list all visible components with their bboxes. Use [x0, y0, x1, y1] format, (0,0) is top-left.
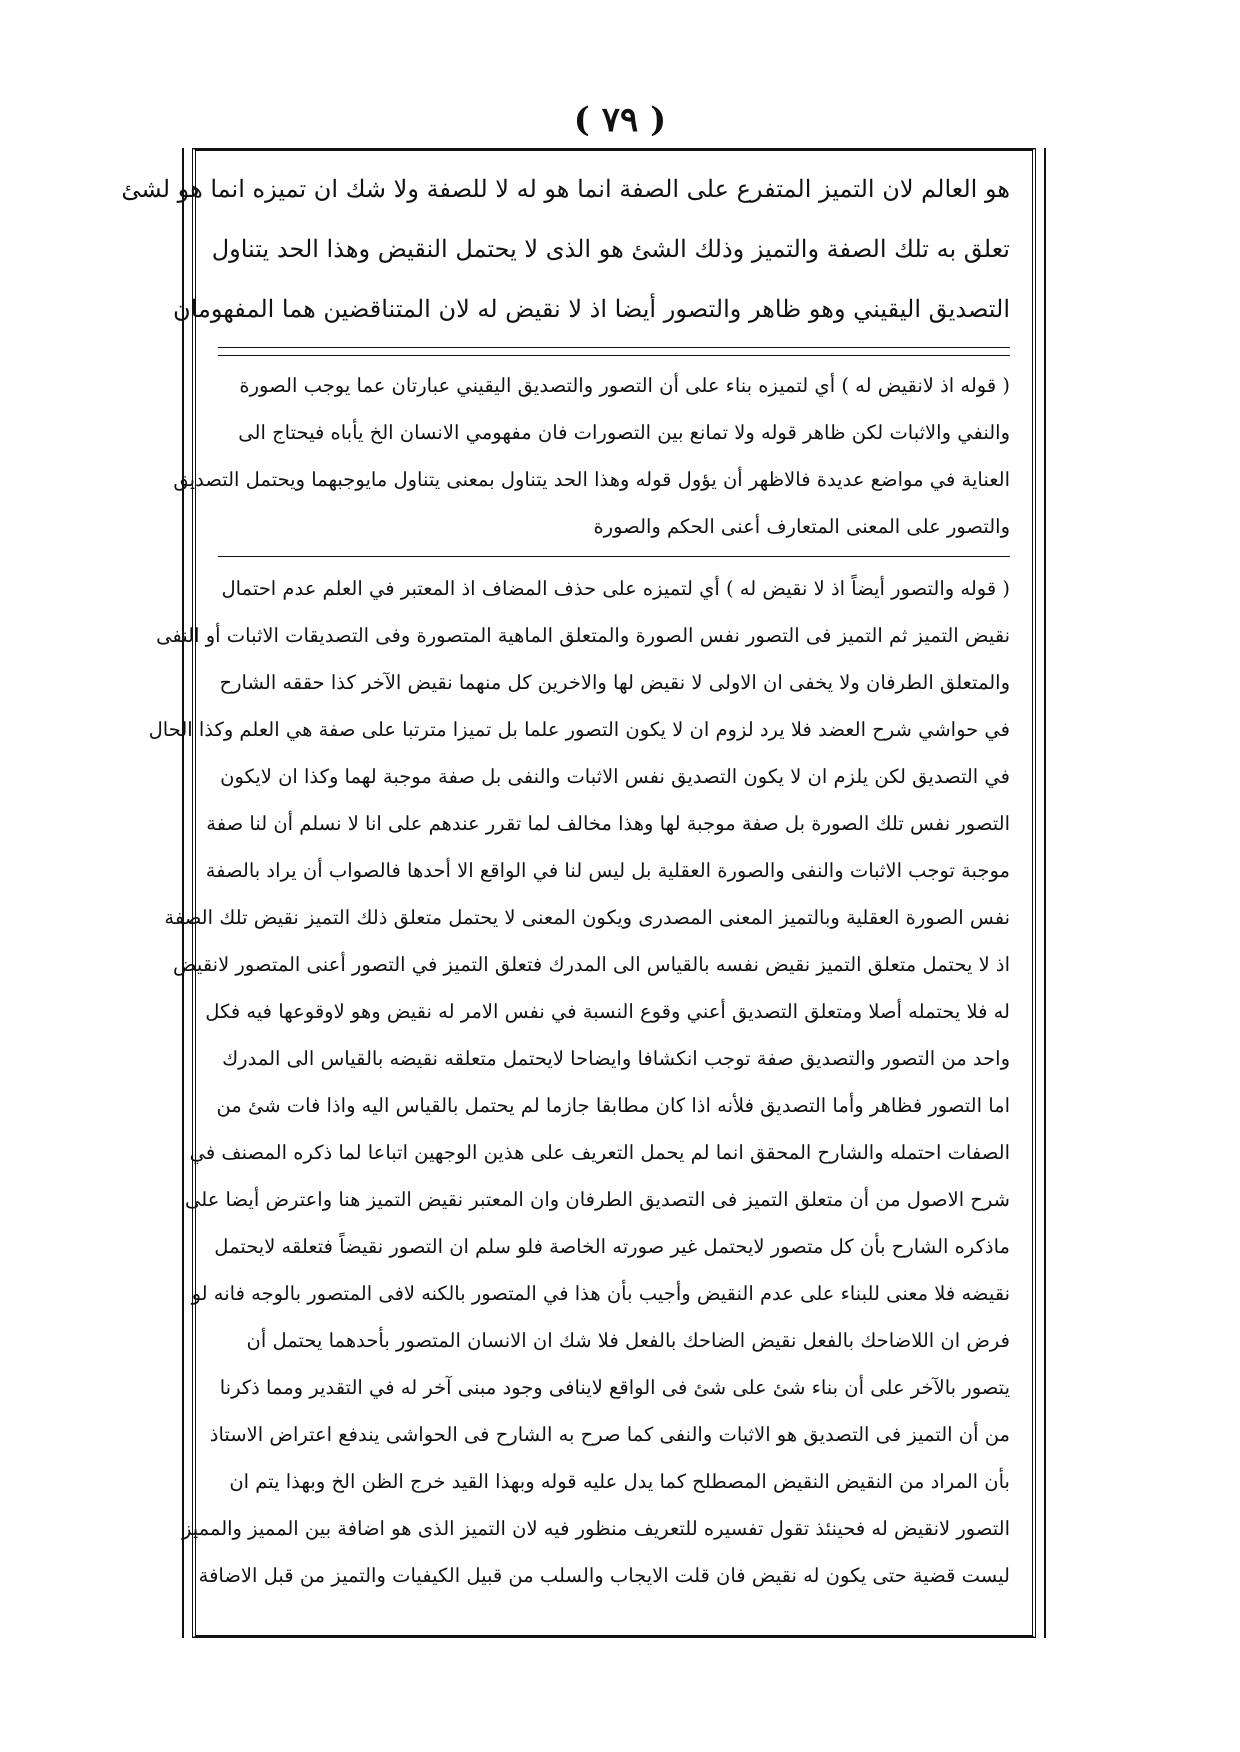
- page-number: ( ٧٩ ): [573, 100, 667, 140]
- commentary-line: والمتعلق الطرفان ولا يخفى ان الاولى لا نقيض لها والاخرين كل منهما نقيض الآخر كذا حققه الشارح: [219, 671, 1010, 694]
- commentary-line: نقيض التميز ثم التميز فى التصور نفس الصورة والمتعلق الماهية المتصورة وفى التصديقات الاثبات أو النفى: [156, 624, 1010, 647]
- commentary-line: نفس الصورة العقلية وبالتميز المعنى المصدرى ويكون المعنى لا يحتمل متعلق ذلك التميز نقيض تلك الصفة: [164, 906, 1010, 929]
- main-text-line: تعلق به تلك الصفة والتميز وذلك الشئ هو الذى لا يحتمل النقيض وهذا الحد يتناول: [211, 235, 1010, 263]
- section-divider: [218, 347, 1010, 356]
- main-text-line: التصديق اليقيني وهو ظاهر والتصور أيضا اذ لا نقيض له لان المتناقضين هما المفهومان: [173, 295, 1010, 323]
- main-text: [121, 159, 1010, 339]
- commentary-line: له فلا يحتمله أصلا ومتعلق التصديق أعني وقوع النسبة في نفس الامر له نقيض وهو لاوقوعها فيه فكل: [205, 1000, 1010, 1023]
- commentary-line: العناية في مواضع عديدة فالاظهر أن يؤول قوله وهذا الحد يتناول بمعنى يتناول مايوجبهما ويحتمل التصديق: [173, 468, 1010, 491]
- commentary-line: موجبة توجب الاثبات والنفى والصورة العقلية بل ليس لنا في الواقع الا أحدها فالصواب أن يراد بالصفة: [205, 859, 1010, 882]
- commentary-line: التصور لانقيض له فحينئذ تقول تفسيره للتعريف منظور فيه لان التميز الذى هو اضافة بين المميز والمميز: [182, 1517, 1010, 1540]
- commentary-line: بأن المراد من النقيض النقيض المصطلح كما يدل عليه قوله وبهذا القيد خرج الظن الخ وبهذا يتم ان: [229, 1470, 1010, 1493]
- commentary-line: والنفي والاثبات لكن ظاهر قوله ولا تمانع بين التصورات فان مفهومي الانسان الخ يأباه فيحتاج الى: [238, 421, 1010, 444]
- commentary-line: يتصور بالآخر على أن بناء شئ على شئ فى الواقع لاينافى وجود مبنى آخر له في التقدير ومما ذكرنا: [219, 1376, 1010, 1399]
- commentary-first: [173, 362, 1010, 550]
- commentary-second: [148, 565, 1010, 1599]
- commentary-line: ( قوله والتصور أيضاً اذ لا نقيض له ) أي لتميزه على حذف المضاف اذ المعتبر في العلم عدم احتمال: [221, 577, 1010, 600]
- commentary-line: واحد من التصور والتصديق صفة توجب انكشافا وايضاحا لايحتمل متعلقه نقيضه بالقياس الى المدرك: [222, 1047, 1010, 1070]
- commentary-line: من أن التميز فى التصديق هو الاثبات والنفى كما صرح به الشارح فى الحواشى يندفع اعتراض الاستاذ: [209, 1423, 1010, 1446]
- commentary-line: ماذكره الشارح بأن كل متصور لايحتمل غير صورته الخاصة فلو سلم ان التصور نقيضاً فتعلقه لايحتمل: [214, 1235, 1010, 1258]
- commentary-line: نقيضه فلا معنى للبناء على عدم النقيض وأجيب بأن هذا في المتصور بالكنه لافى المتصور بالوجه فانه لو: [191, 1282, 1010, 1305]
- commentary-line: فرض ان اللاضاحك بالفعل نقيض الضاحك بالفعل فلا شك ان الانسان المتصور بأحدهما يحتمل أن: [246, 1329, 1010, 1352]
- commentary-line: والتصور على المعنى المتعارف أعنى الحكم والصورة: [593, 515, 1010, 538]
- commentary-line: الصفات احتمله والشارح المحقق انما لم يحمل التعريف على هذين الوجهين اتباعا لما ذكره المصنف في: [189, 1141, 1010, 1164]
- commentary-line: شرح الاصول من أن متعلق التميز فى التصديق الطرفان وان المعتبر نقيض التميز هنا واعترض أيضا على: [185, 1188, 1010, 1211]
- commentary-line: اما التصور فظاهر وأما التصديق فلأنه اذا كان مطابقا جازما لم يحتمل بالقياس اليه واذا فات شئ من: [216, 1094, 1010, 1117]
- commentary-divider: [218, 556, 1010, 557]
- commentary-line: ( قوله اذ لانقيض له ) أي لتميزه بناء على أن التصور والتصديق اليقيني عبارتان عما يوجب الصورة: [239, 374, 1010, 397]
- commentary-line: في حواشي شرح العضد فلا يرد لزوم ان لا يكون التصور علما بل تميزا مترتبا على صفة هي العلم وكذا الحال: [148, 718, 1010, 741]
- page-frame: [121, 148, 1036, 1638]
- commentary-line: في التصديق لكن يلزم ان لا يكون التصديق نفس الاثبات والنفى بل صفة موجبة لهما وكذا ان لايكون: [220, 765, 1010, 788]
- commentary-line: التصور نفس تلك الصورة بل صفة موجبة لها وهذا مخالف لما تقرر عندهم على انا لا نسلم أن لنا صفة: [206, 812, 1010, 835]
- main-text-line: هو العالم لان التميز المتفرع على الصفة انما هو له لا للصفة ولا شك ان تميزه انما هو لشئ: [121, 175, 1010, 203]
- commentary-line: ليست قضية حتى يكون له نقيض فان قلت الايجاب والسلب من قبيل الكيفيات والتميز من قبل الاضافة: [198, 1564, 1010, 1587]
- commentary-line: اذ لا يحتمل متعلق التميز نقيض نفسه بالقياس الى المدرك فتعلق التميز في التصور أعنى المتصور لانقيض: [173, 953, 1010, 976]
